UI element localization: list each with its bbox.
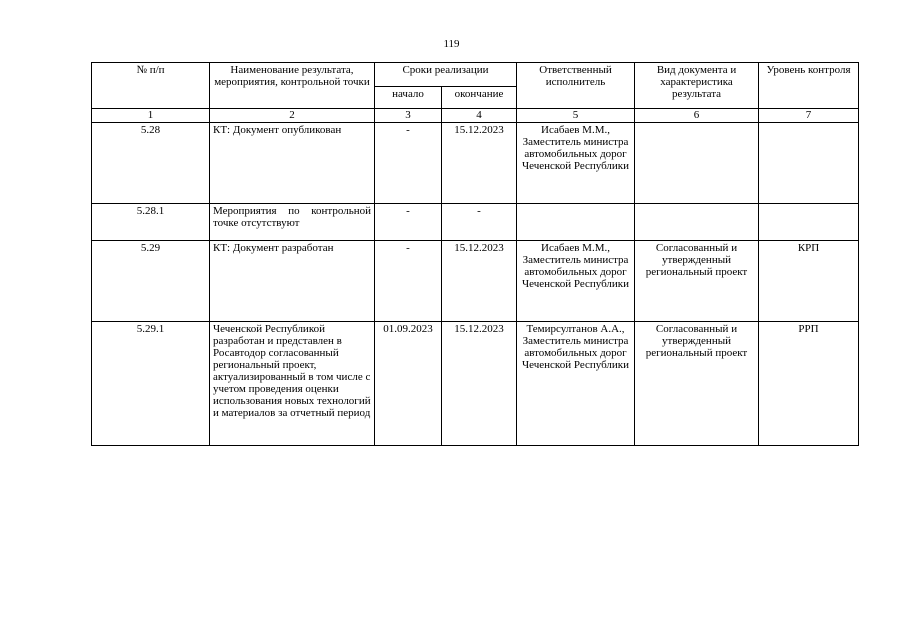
row-number: 5.29 [92, 241, 210, 322]
table-row [92, 123, 859, 204]
row-control: РРП [759, 322, 859, 446]
row-doc-type: Согласованный и утвержденный региональный проект [635, 241, 759, 322]
table-row [92, 241, 859, 322]
row-responsible: Исабаев М.М., Заместитель министра автомобильных дорог Чеченской Республики [517, 123, 635, 204]
row-responsible [517, 204, 635, 241]
row-doc-type: Согласованный и утвержденный региональный проект [635, 322, 759, 446]
row-control [759, 204, 859, 241]
header-control: Уровень контроля [759, 63, 859, 109]
column-number: 2 [210, 109, 375, 123]
table-row [92, 204, 859, 241]
row-end: 15.12.2023 [442, 241, 517, 322]
row-control: КРП [759, 241, 859, 322]
header-num: № п/п [92, 63, 210, 109]
row-responsible: Темирсултанов А.А., Заместитель министра автомобильных дорог Чеченской Республики [517, 322, 635, 446]
row-name: Мероприятия по контрольной точке отсутствуют [210, 204, 375, 241]
row-start: - [375, 123, 442, 204]
row-responsible: Исабаев М.М., Заместитель министра автомобильных дорог Чеченской Республики [517, 241, 635, 322]
header-terms: Сроки реализации [375, 63, 517, 87]
header-responsible: Ответственный исполнитель [517, 63, 635, 109]
row-doc-type [635, 204, 759, 241]
row-end: 15.12.2023 [442, 123, 517, 204]
row-number: 5.28 [92, 123, 210, 204]
row-name: Чеченской Республикой разработан и представлен в Росавтодор согласованный региональный проект, актуализированный в том числе с учетом проведения оценки использования новых технологий и материалов за отчетный период [210, 322, 375, 446]
row-start: 01.09.2023 [375, 322, 442, 446]
row-name: КТ: Документ разработан [210, 241, 375, 322]
header-name: Наименование результата, мероприятия, контрольной точки [210, 63, 375, 109]
header-end: окончание [442, 87, 517, 109]
row-end: 15.12.2023 [442, 322, 517, 446]
row-control [759, 123, 859, 204]
table-row [92, 322, 859, 446]
row-number: 5.29.1 [92, 322, 210, 446]
column-number: 4 [442, 109, 517, 123]
header-row [92, 63, 859, 87]
column-number-row [92, 109, 859, 123]
header-doc-type: Вид документа и характеристика результата [635, 63, 759, 109]
row-end: - [442, 204, 517, 241]
plan-table [91, 62, 859, 446]
row-start: - [375, 241, 442, 322]
column-number: 3 [375, 109, 442, 123]
column-number: 7 [759, 109, 859, 123]
row-name: КТ: Документ опубликован [210, 123, 375, 204]
row-doc-type [635, 123, 759, 204]
row-number: 5.28.1 [92, 204, 210, 241]
row-start: - [375, 204, 442, 241]
page-number: 119 [443, 38, 460, 50]
column-number: 5 [517, 109, 635, 123]
column-number: 1 [92, 109, 210, 123]
header-start: начало [375, 87, 442, 109]
column-number: 6 [635, 109, 759, 123]
